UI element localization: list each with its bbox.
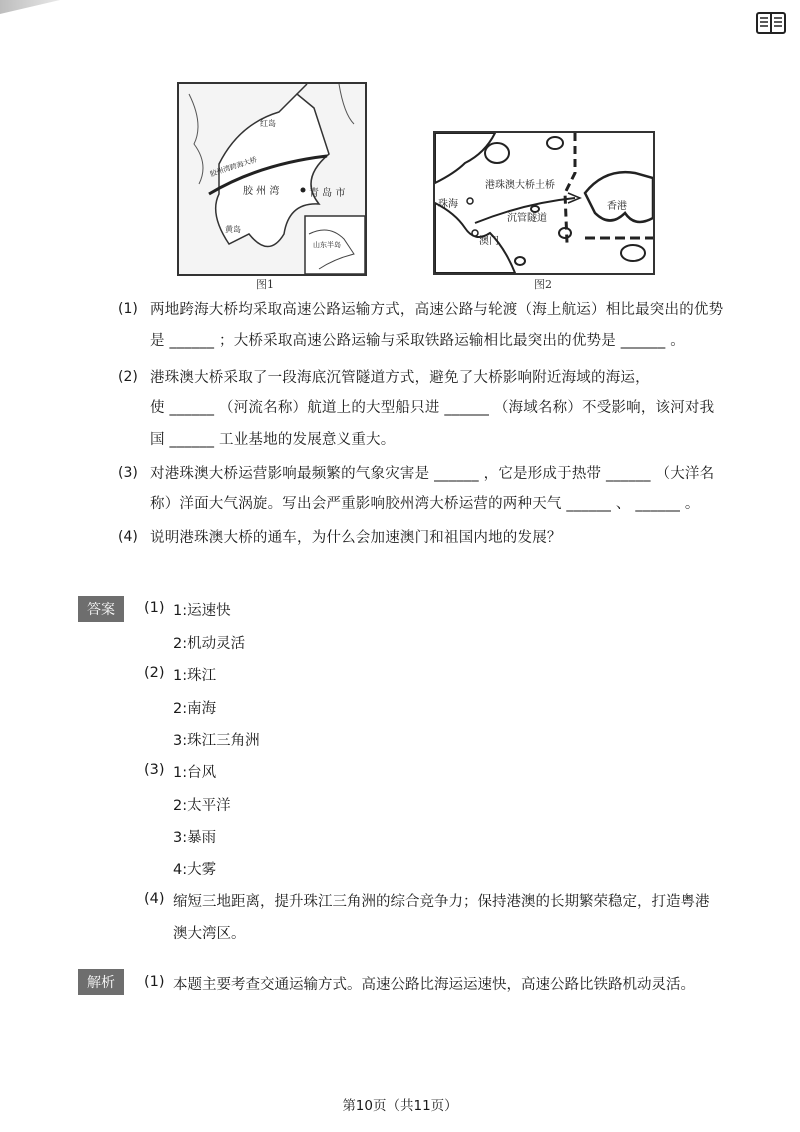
answer-3-line: 2:太平洋 [173,798,231,814]
answer-4-line: 缩短三地距离，提升珠江三角洲的综合竞争力；保持港澳的长期繁荣稳定，打造粤港 [173,894,710,910]
fig1-label-bay: 胶 州 湾 [243,186,280,197]
analysis-1-number: (1) [144,974,165,990]
analysis-1-line: 本题主要考查交通运输方式。高速公路比海运运速快，高速公路比铁路机动灵活。 [173,977,695,993]
answer-2-line: 1:珠江 [173,668,217,684]
question-3-number: (3) [118,465,138,481]
question-4-number: (4) [118,529,138,545]
fig1-label-island: 红岛 [260,119,276,128]
answer-3-line: 1:台风 [173,765,217,781]
figure-1-map [177,82,367,276]
book-icon [756,10,786,36]
answer-2-number: (2) [144,665,165,681]
question-3-line: 对港珠澳大桥运营影响最频繁的气象灾害是 ______ ，它是形成于热带 ______ （大洋名 [150,466,715,482]
question-1-line: 是 ______ ；大桥采取高速公路运输与采取铁路运输相比最突出的优势是 ______ 。 [150,333,685,349]
question-2-line: 港珠澳大桥采取了一段海底沉管隧道方式，避免了大桥影响附近海域的海运， [150,370,650,386]
fig1-label-inset: 山东半岛 [313,241,341,249]
question-2-number: (2) [118,369,138,385]
fig1-label-bridge: 胶州湾跨海大桥 [208,155,259,179]
question-2-line: 使 ______ （河流名称）航道上的大型船只进 ______ （海域名称）不受影响，该河对我 [150,400,715,416]
question-1-line: 两地跨海大桥均采取高速公路运输方式，高速公路与轮渡（海上航运）相比最突出的优势 [150,302,724,318]
answer-1-line: 2:机动灵活 [173,636,246,652]
figure-2-map [433,131,655,275]
figure-1-caption: 图1 [256,278,274,291]
fig2-label-zhuhai: 珠海 [438,199,458,210]
fig2-label-tunnel: 沉管隧道 [507,213,547,224]
question-1-number: (1) [118,301,138,317]
answer-3-line: 3:暴雨 [173,830,217,846]
fig2-label-macau: 澳门 [479,236,499,247]
figure-2-caption: 图2 [534,278,552,291]
corner-decoration [0,0,60,14]
answer-2-line: 3:珠江三角洲 [173,733,260,749]
answer-2-line: 2:南海 [173,701,217,717]
question-2-line: 国 ______ 工业基地的发展意义重大。 [150,432,396,448]
answer-tag: 答案 [78,596,124,622]
answer-4-number: (4) [144,891,165,907]
fig1-label-city: 青 岛 市 [309,188,346,199]
fig1-label-huangdao: 黄岛 [225,225,241,234]
fig2-label-hongkong: 香港 [607,201,627,212]
answer-4-line: 澳大湾区。 [173,926,246,942]
answer-1-number: (1) [144,600,165,616]
analysis-tag: 解析 [78,969,124,995]
answer-3-line: 4:大雾 [173,862,217,878]
question-4-line: 说明港珠澳大桥的通车，为什么会加速澳门和祖国内地的发展？ [150,530,562,546]
fig2-label-bridge: 港珠澳大桥土桥 [485,180,555,191]
page-footer: 第10页（共11页） [342,1098,458,1114]
answer-3-number: (3) [144,762,165,778]
question-3-line: 称）洋面大气涡旋。写出会严重影响胶州湾大桥运营的两种天气 ______ 、 ______ 。 [150,496,700,512]
answer-1-line: 1:运速快 [173,603,231,619]
